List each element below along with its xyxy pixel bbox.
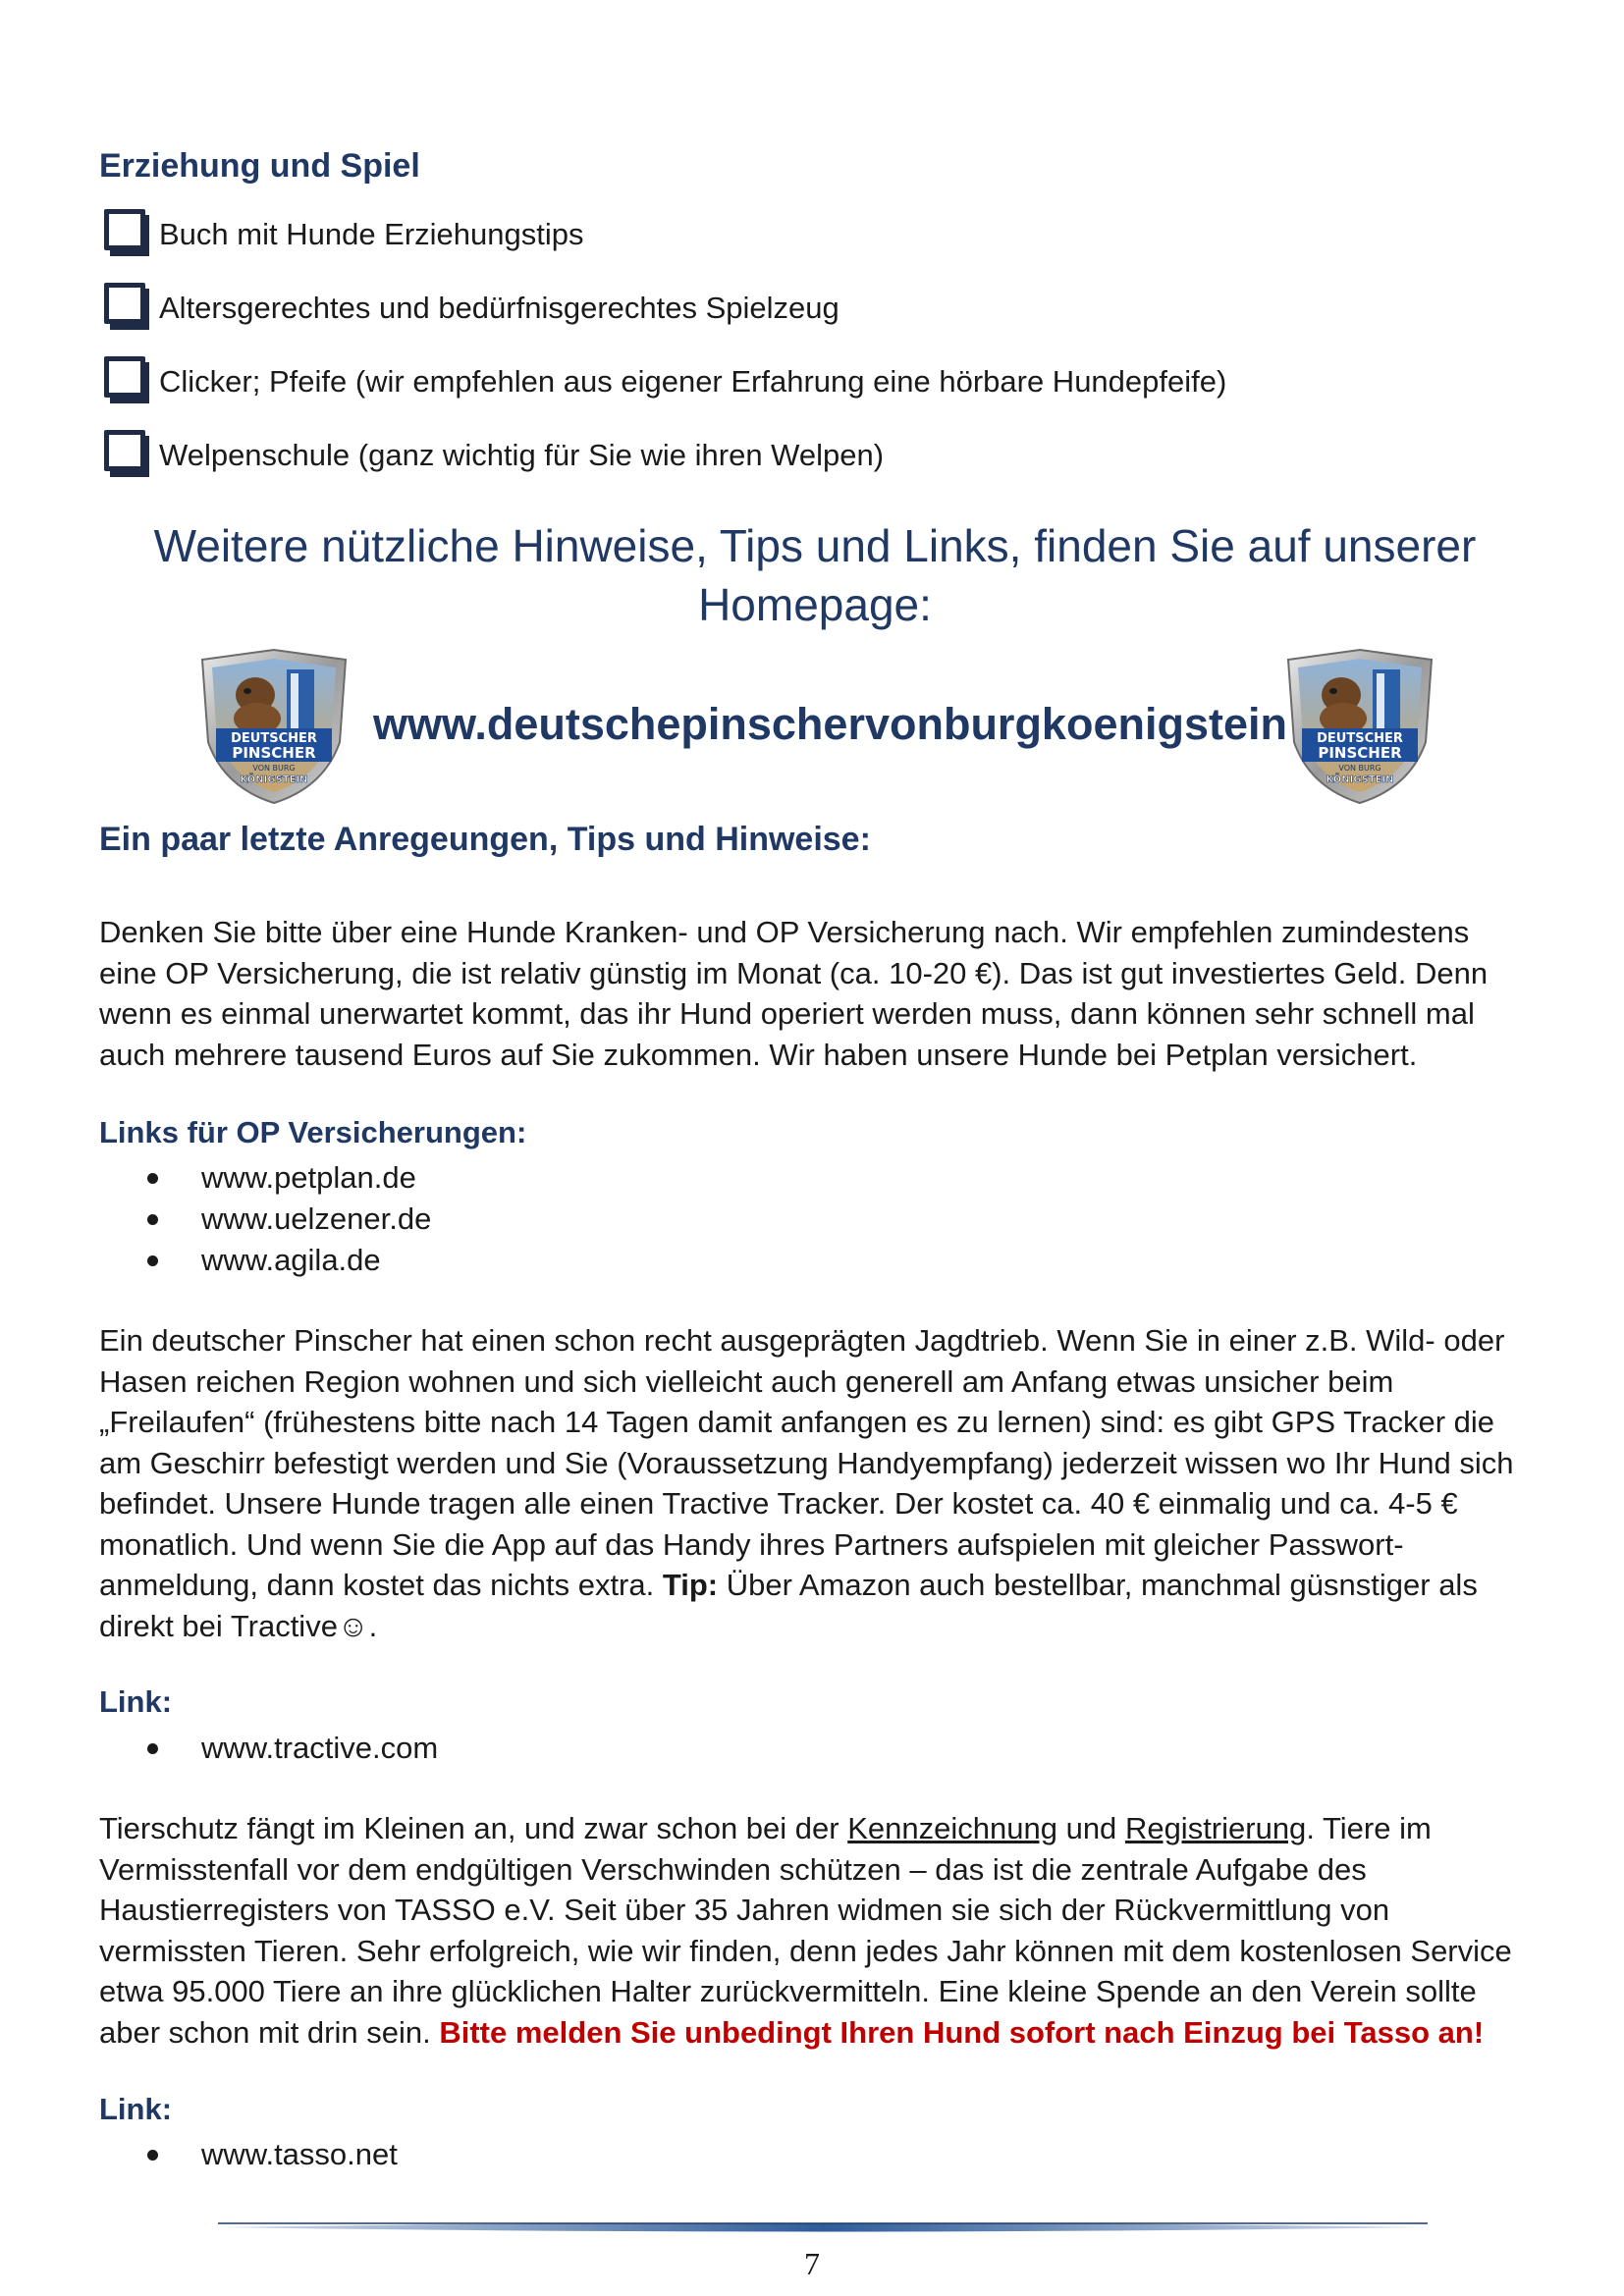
kennzeichnung-link[interactable]: Kennzeichnung — [847, 1811, 1057, 1845]
tracker-paragraph — [99, 1320, 1533, 1646]
checklist-item-label: Buch mit Hunde Erziehungstips — [159, 217, 584, 251]
kennel-logo-text: PINSCHER — [232, 744, 316, 762]
kennel-logo-text: DEUTSCHER — [1317, 731, 1403, 746]
insurance-link[interactable]: www.agila.de — [201, 1243, 381, 1277]
checklist-item-label: Welpenschule (ganz wichtig für Sie wie ihren Welpen) — [159, 438, 885, 472]
checklist-item-label: Altersgerechtes und bedürfnisgerechtes Spielzeug — [159, 291, 839, 325]
checkbox-icon[interactable] — [102, 283, 149, 330]
insurance-paragraph: Denken Sie bitte über eine Hunde Kranken- und OP Versicherung nach. Wir empfehlen zumindestens eine OP Versicherung, die ist relativ günstig im Monat (ca. 10-20 €). Das ist gut investiertes Geld. Denn wenn es einmal unerwartet kommt, das ihr Hund operiert werden muss, dann können sehr schnell mal auch mehrere tausend Euros auf Sie zukommen. Wir haben unsere Hunde bei Petplan versichert. — [99, 915, 1489, 1072]
tracker-link-heading: Link: — [99, 1684, 173, 1719]
checkbox-icon[interactable] — [102, 356, 149, 403]
list-item — [147, 2134, 398, 2175]
bullet-icon — [147, 2150, 158, 2161]
bullet-icon — [147, 1214, 158, 1225]
list-item — [147, 1199, 431, 1240]
list-item — [147, 1157, 416, 1199]
kennel-logo-left-icon — [196, 648, 352, 805]
tasso-warning: Bitte melden Sie unbedingt Ihren Hund sofort nach Einzug bei Tasso an! — [439, 2014, 1485, 2050]
checkbox-icon[interactable] — [102, 430, 149, 477]
section-heading-tips: Ein paar letzte Anregeungen, Tips und Hinweise: — [99, 821, 871, 858]
bullet-icon — [147, 1173, 158, 1184]
kennel-logo-right-icon — [1282, 648, 1437, 805]
kennel-logo-text: KÖNIGSTEIN — [240, 774, 308, 785]
insurance-links-heading: Links für OP Versicherungen: — [99, 1115, 527, 1149]
homepage-promo-line1: Weitere nützliche Hinweise, Tips und Links, finden Sie auf unserer — [153, 520, 1477, 571]
checklist-item[interactable] — [102, 422, 884, 477]
kennel-logo-text: VON BURG — [1338, 764, 1381, 773]
homepage-banner — [196, 648, 1443, 815]
list-item — [147, 1728, 438, 1769]
tracker-tip-text: Über Amazon auch bestellbar, manchmal güsnstiger als direkt bei Tractive☺. — [99, 1568, 1478, 1643]
homepage-promo-line2: Homepage: — [698, 579, 932, 630]
tracker-link[interactable]: www.tractive.com — [201, 1731, 439, 1765]
insurance-link[interactable]: www.uelzener.de — [201, 1201, 432, 1236]
tasso-paragraph — [99, 1808, 1533, 2053]
registrierung-link[interactable]: Registrierung — [1124, 1811, 1307, 1845]
homepage-url-link[interactable]: www.deutschepinschervonburgkoenigstein — [373, 699, 1287, 749]
tracker-tip-label: Tip: — [662, 1568, 719, 1602]
kennel-logo-text: KÖNIGSTEIN — [1326, 774, 1394, 785]
tasso-text: und — [1065, 1811, 1117, 1845]
tasso-link-heading: Link: — [99, 2092, 173, 2126]
bullet-icon — [147, 1743, 158, 1754]
kennel-logo-text: VON BURG — [252, 764, 296, 773]
section-heading-education: Erziehung und Spiel — [99, 147, 420, 185]
page-number: 7 — [804, 2246, 820, 2281]
tasso-text: . Tiere im Vermisstenfall vor dem endgültigen Verschwinden schützen – das ist die zentrale Aufgabe des Haustierregisters von TASSO e.V. Seit über 35 Jahren widmen sie sich der Rückvermittlung von vermissten Tieren. Sehr erfolgreich, wie wir finden, denn jedes Jahr können mit dem kostenlosen Service etwa 95.000 Tiere an ihre glücklichen Halter zurückvermitteln. Eine kleine Spende an den Verein sollte aber schon mit drin sein. — [99, 1811, 1512, 2050]
bullet-icon — [147, 1255, 158, 1266]
kennel-logo-text: PINSCHER — [1318, 744, 1402, 762]
checklist-item[interactable] — [102, 348, 1226, 403]
checklist-item-label: Clicker; Pfeife (wir empfehlen aus eigener Erfahrung eine hörbare Hundepfeife) — [159, 364, 1227, 399]
checklist-item[interactable] — [102, 275, 839, 330]
checkbox-icon[interactable] — [102, 209, 149, 256]
checklist-item[interactable] — [102, 201, 584, 256]
insurance-link[interactable]: www.petplan.de — [201, 1160, 416, 1195]
footer-divider — [218, 2220, 1428, 2234]
list-item — [147, 1240, 381, 1281]
tasso-text: Tierschutz fängt im Kleinen an, und zwar schon bei der — [99, 1811, 839, 1845]
kennel-logo-text: DEUTSCHER — [231, 731, 317, 746]
tasso-link[interactable]: www.tasso.net — [201, 2137, 398, 2171]
tracker-paragraph-text: Ein deutscher Pinscher hat einen schon recht ausgeprägten Jagdtrieb. Wenn Sie in einer z.B. Wild- oder Hasen reichen Region wohnen und sich vielleicht auch generell am Anfang etwas unsicher beim „Freilaufen“ (frühestens bitte nach 14 Tagen damit anfangen es zu lernen) sind: es gibt GPS Tracker die am Geschirr befestigt werden und Sie (Voraussetzung Handyempfang) jederzeit wissen wo Ihr Hund sich befindet. Unsere Hunde tragen alle einen Tractive Tracker. Der kostet ca. 40 € einmalig und ca. 4-5 € monatlich. Und wenn Sie die App auf das Handy ihres Partners aufspielen mit gleicher Passwort-anmeldung, dann kostet das nichts extra. — [99, 1323, 1514, 1602]
